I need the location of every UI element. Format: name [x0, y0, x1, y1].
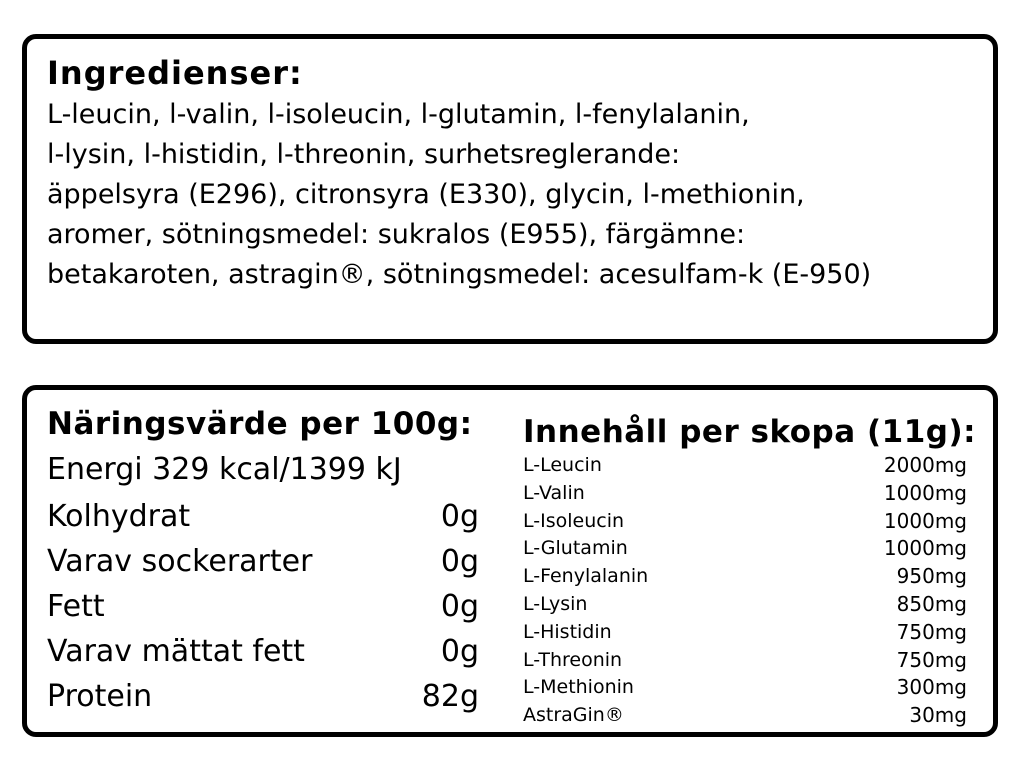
scoop-row	[523, 702, 967, 730]
scoop-row	[523, 480, 967, 508]
scoop-row	[523, 563, 967, 591]
ingredients-title: Ingredienser:	[47, 54, 303, 92]
nutrition-row-kolhydrat	[47, 494, 479, 539]
nutrition-value: 0g	[440, 544, 479, 579]
nutrition-value: 0g	[440, 589, 479, 624]
scoop-ingredient-name: L-Histidin	[523, 620, 612, 643]
scoop-ingredient-name: AstraGin®	[523, 704, 624, 727]
scoop-ingredient-amount: 300mg	[896, 675, 967, 700]
nutrition-panel	[22, 385, 998, 737]
nutrition-value: 0g	[440, 634, 479, 669]
scoop-ingredient-amount: 2000mg	[883, 453, 967, 477]
scoop-table	[523, 452, 967, 730]
scoop-ingredient-name: L-Isoleucin	[523, 509, 625, 532]
nutrition-table	[47, 494, 479, 719]
scoop-ingredient-amount: 750mg	[896, 619, 967, 644]
scoop-ingredient-name: L-Methionin	[523, 676, 634, 699]
ingredients-line: betakaroten, astragin®, sötningsmedel: acesulfam-k (E-950)	[47, 259, 872, 290]
scoop-ingredient-amount: 1000mg	[883, 480, 967, 505]
scoop-row	[523, 452, 967, 480]
scoop-ingredient-amount: 950mg	[896, 564, 967, 589]
scoop-row	[523, 647, 967, 675]
nutrition-label: Kolhydrat	[47, 499, 191, 534]
nutrition-label: Varav mättat fett	[47, 634, 305, 669]
ingredients-text	[47, 95, 871, 295]
nutrition-value: 0g	[440, 499, 479, 534]
nutrition-label: Fett	[47, 589, 105, 624]
nutrition-value: 82g	[421, 679, 479, 714]
nutrition-title: Näringsvärde per 100g:	[47, 406, 473, 442]
scoop-ingredient-name: L-Leucin	[523, 454, 602, 476]
ingredients-line: äppelsyra (E296), citronsyra (E330), glycin, l-methionin,	[47, 179, 805, 210]
scoop-ingredient-name: L-Valin	[523, 481, 585, 504]
nutrition-label: Protein	[47, 679, 153, 714]
ingredients-line: aromer, sötningsmedel: sukralos (E955), färgämne:	[47, 219, 746, 250]
scoop-ingredient-name: L-Fenylalanin	[523, 565, 649, 588]
nutrition-row-mattat-fett	[47, 629, 479, 674]
scoop-ingredient-name: L-Lysin	[523, 592, 588, 615]
scoop-row	[523, 619, 967, 647]
scoop-row	[523, 591, 967, 619]
ingredients-line: L-leucin, l-valin, l-isoleucin, l-glutamin, l-fenylalanin,	[47, 99, 750, 130]
nutrition-row-protein	[47, 674, 479, 719]
scoop-row	[523, 535, 967, 563]
scoop-ingredient-name: L-Glutamin	[523, 537, 628, 560]
scoop-title: Innehåll per skopa (11g):	[523, 414, 977, 450]
nutrition-row-fett	[47, 584, 479, 629]
scoop-ingredient-amount: 30mg	[909, 703, 967, 728]
ingredients-panel	[22, 34, 998, 344]
scoop-row	[523, 508, 967, 536]
scoop-ingredient-amount: 1000mg	[883, 508, 967, 533]
scoop-row	[523, 674, 967, 702]
scoop-ingredient-amount: 750mg	[896, 647, 967, 672]
energy-value: Energi 329 kcal/1399 kJ	[47, 452, 402, 487]
scoop-ingredient-amount: 1000mg	[883, 536, 967, 561]
scoop-ingredient-amount: 850mg	[896, 591, 967, 616]
nutrition-label: Varav sockerarter	[47, 544, 313, 579]
ingredients-line: l-lysin, l-histidin, l-threonin, surhetsreglerande:	[47, 139, 681, 170]
scoop-ingredient-name: L-Threonin	[523, 648, 623, 671]
nutrition-row-sockerarter	[47, 539, 479, 584]
